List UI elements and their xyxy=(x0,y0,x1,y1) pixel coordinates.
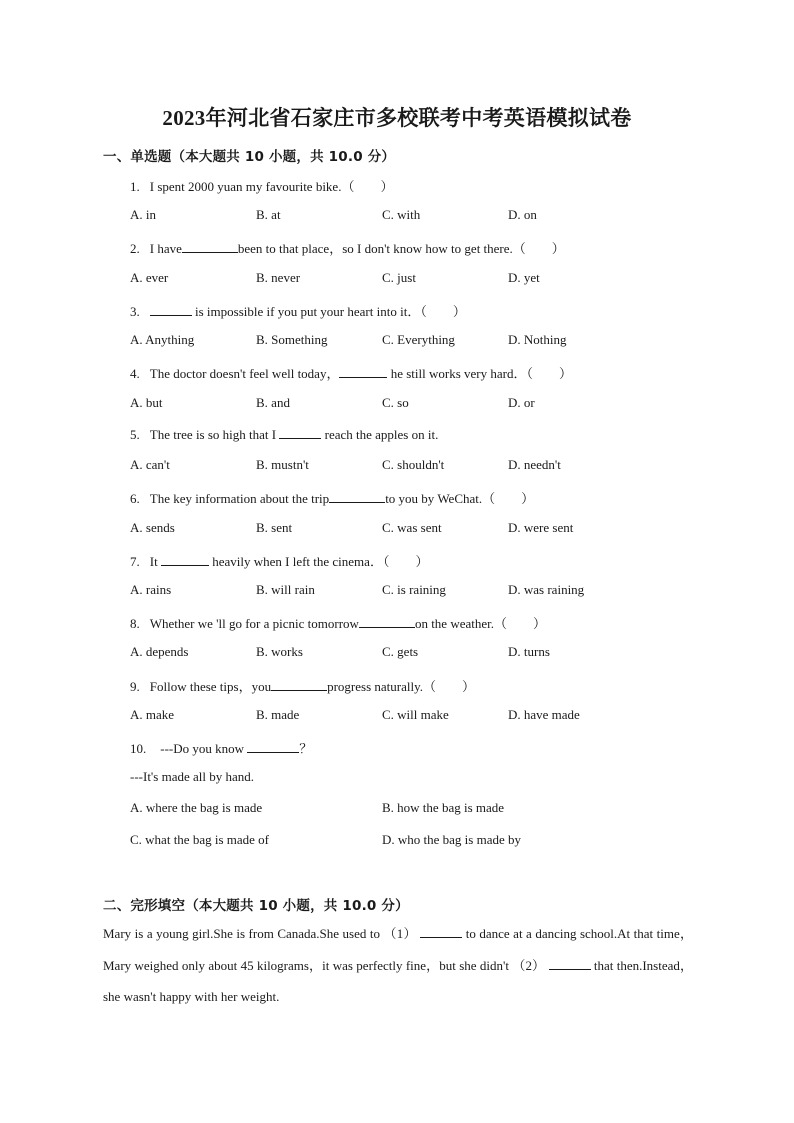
answer-blank[interactable] xyxy=(150,303,192,316)
cloze-blank-2[interactable] xyxy=(549,957,591,970)
option-b[interactable]: B. made xyxy=(256,707,300,722)
question-number: 3. xyxy=(130,304,140,319)
question-stem-after-blank: on the weather.（ ） xyxy=(414,616,546,631)
option-c[interactable]: C. with xyxy=(382,207,421,222)
question-stem-before-blank: ---Do you know xyxy=(160,741,245,756)
question-5 xyxy=(130,426,438,443)
question-number: 9. xyxy=(130,679,140,694)
option-a[interactable]: A. make xyxy=(130,707,175,722)
options-9 xyxy=(130,707,690,725)
answer-blank[interactable] xyxy=(247,740,299,753)
answer-blank[interactable] xyxy=(271,678,327,691)
section-heading-single-choice: 一、单选题（本大题共 10 小题，共 10.0 分） xyxy=(103,149,396,165)
option-a[interactable]: A. where the bag is made xyxy=(130,800,263,815)
question-2 xyxy=(130,238,565,257)
option-c[interactable]: C. will make xyxy=(382,707,449,722)
option-a[interactable]: A. Anything xyxy=(130,332,195,347)
options-8 xyxy=(130,644,690,662)
question-stem-after-blank: progress naturally.（ ） xyxy=(327,679,476,694)
option-d[interactable]: D. turns xyxy=(508,644,550,659)
question-7 xyxy=(130,551,428,570)
question-stem-after-blank: to you by WeChat.（ ） xyxy=(385,491,535,506)
question-stem-before-blank: The key information about the trip xyxy=(149,491,330,506)
cloze-blank-1[interactable] xyxy=(420,925,462,938)
question-stem-before-blank: Whether we 'll go for a picnic tomorrow xyxy=(149,616,359,631)
option-c[interactable]: C. so xyxy=(382,395,409,410)
question-stem: I spent 2000 yuan my favourite bike.（ ） xyxy=(149,179,394,194)
option-d[interactable]: D. were sent xyxy=(508,520,574,535)
question-number: 4. xyxy=(130,366,140,381)
options-2 xyxy=(130,270,690,288)
option-c[interactable]: C. is raining xyxy=(382,582,446,597)
option-a[interactable]: A. depends xyxy=(130,644,189,659)
option-b[interactable]: B. sent xyxy=(256,520,293,535)
options-1 xyxy=(130,207,690,225)
option-b[interactable]: B. never xyxy=(256,270,301,285)
question-stem-before-blank: It xyxy=(149,554,158,569)
answer-blank[interactable] xyxy=(329,490,385,503)
question-8 xyxy=(130,613,546,632)
option-a[interactable]: A. can't xyxy=(130,457,170,472)
options-5 xyxy=(130,457,690,475)
question-9 xyxy=(130,676,475,695)
answer-blank[interactable] xyxy=(161,553,209,566)
passage-text-2: to dance at a dancing school.At that time，Mary weighed only about 45 kilograms，it was perfectly fine，but she didn't （2） xyxy=(103,926,693,973)
option-c[interactable]: C. what the bag is made of xyxy=(130,832,269,847)
page-title: 2023年河北省石家庄市多校联考中考英语模拟试卷 xyxy=(162,106,632,130)
passage-text-3: that then.Instead，she wasn't happy with her weight. xyxy=(103,957,693,1004)
option-b[interactable]: B. will rain xyxy=(256,582,315,597)
question-10 xyxy=(130,738,312,757)
question-number: 1. xyxy=(130,179,140,194)
question-stem-after-blank: is impossible if you put your heart into it．（ ） xyxy=(195,304,466,319)
option-a[interactable]: A. but xyxy=(130,395,163,410)
option-d[interactable]: D. Nothing xyxy=(508,332,567,347)
option-d[interactable]: D. was raining xyxy=(508,582,585,597)
answer-blank[interactable] xyxy=(182,240,238,253)
option-c[interactable]: C. gets xyxy=(382,644,419,659)
passage-text-1: Mary is a young girl.She is from Canada.She used to （1） xyxy=(103,926,417,941)
options-4 xyxy=(130,395,690,413)
options-7 xyxy=(130,582,690,600)
option-b[interactable]: B. at xyxy=(256,207,281,222)
question-1 xyxy=(130,176,393,195)
question-stem-after-blank: been to that place，so I don't know how to get there.（ ） xyxy=(237,241,565,256)
cloze-passage xyxy=(103,918,693,1013)
option-c[interactable]: C. Everything xyxy=(382,332,455,347)
answer-blank[interactable] xyxy=(339,365,387,378)
question-stem-after-blank: heavily when I left the cinema．（ ） xyxy=(212,554,429,569)
question-3 xyxy=(130,301,466,320)
question-number: 6. xyxy=(130,491,140,506)
option-d[interactable]: D. needn't xyxy=(508,457,561,472)
question-stem-after-blank: ？ xyxy=(299,741,313,756)
question-number: 8. xyxy=(130,616,140,631)
option-a[interactable]: A. in xyxy=(130,207,156,222)
question-number: 7. xyxy=(130,554,140,569)
question-number: 10. xyxy=(130,741,147,756)
question-stem-after-blank: reach the apples on it. xyxy=(324,427,439,442)
answer-blank[interactable] xyxy=(279,426,321,439)
options-3 xyxy=(130,332,690,350)
option-b[interactable]: B. Something xyxy=(256,332,328,347)
option-c[interactable]: C. just xyxy=(382,270,416,285)
option-d[interactable]: D. have made xyxy=(508,707,580,722)
option-b[interactable]: B. works xyxy=(256,644,303,659)
options-10-row-1 xyxy=(130,800,690,818)
option-d[interactable]: D. who the bag is made by xyxy=(382,832,522,847)
question-stem-before-blank: The doctor doesn't feel well today， xyxy=(149,366,340,381)
option-b[interactable]: B. and xyxy=(256,395,290,410)
question-10-dialog: ---It's made all by hand. xyxy=(130,769,254,784)
option-a[interactable]: A. sends xyxy=(130,520,175,535)
option-a[interactable]: A. ever xyxy=(130,270,169,285)
option-a[interactable]: A. rains xyxy=(130,582,172,597)
option-d[interactable]: D. yet xyxy=(508,270,540,285)
option-d[interactable]: D. on xyxy=(508,207,537,222)
question-stem-before-blank: The tree is so high that I xyxy=(149,427,277,442)
answer-blank[interactable] xyxy=(359,615,415,628)
option-d[interactable]: D. or xyxy=(508,395,535,410)
option-c[interactable]: C. was sent xyxy=(382,520,442,535)
option-c[interactable]: C. shouldn't xyxy=(382,457,445,472)
question-stem-after-blank: he still works very hard．（ ） xyxy=(390,366,572,381)
question-4 xyxy=(130,363,572,382)
question-number: 5. xyxy=(130,427,140,442)
section-heading-cloze: 二、完形填空（本大题共 10 小题，共 10.0 分） xyxy=(103,898,409,914)
question-6 xyxy=(130,488,534,507)
options-6 xyxy=(130,520,690,538)
question-number: 2. xyxy=(130,241,140,256)
question-stem-before-blank: I have xyxy=(149,241,182,256)
option-b[interactable]: B. mustn't xyxy=(256,457,309,472)
options-10-row-2 xyxy=(130,832,690,850)
question-stem-before-blank: Follow these tips，you xyxy=(149,679,272,694)
option-b[interactable]: B. how the bag is made xyxy=(382,800,505,815)
